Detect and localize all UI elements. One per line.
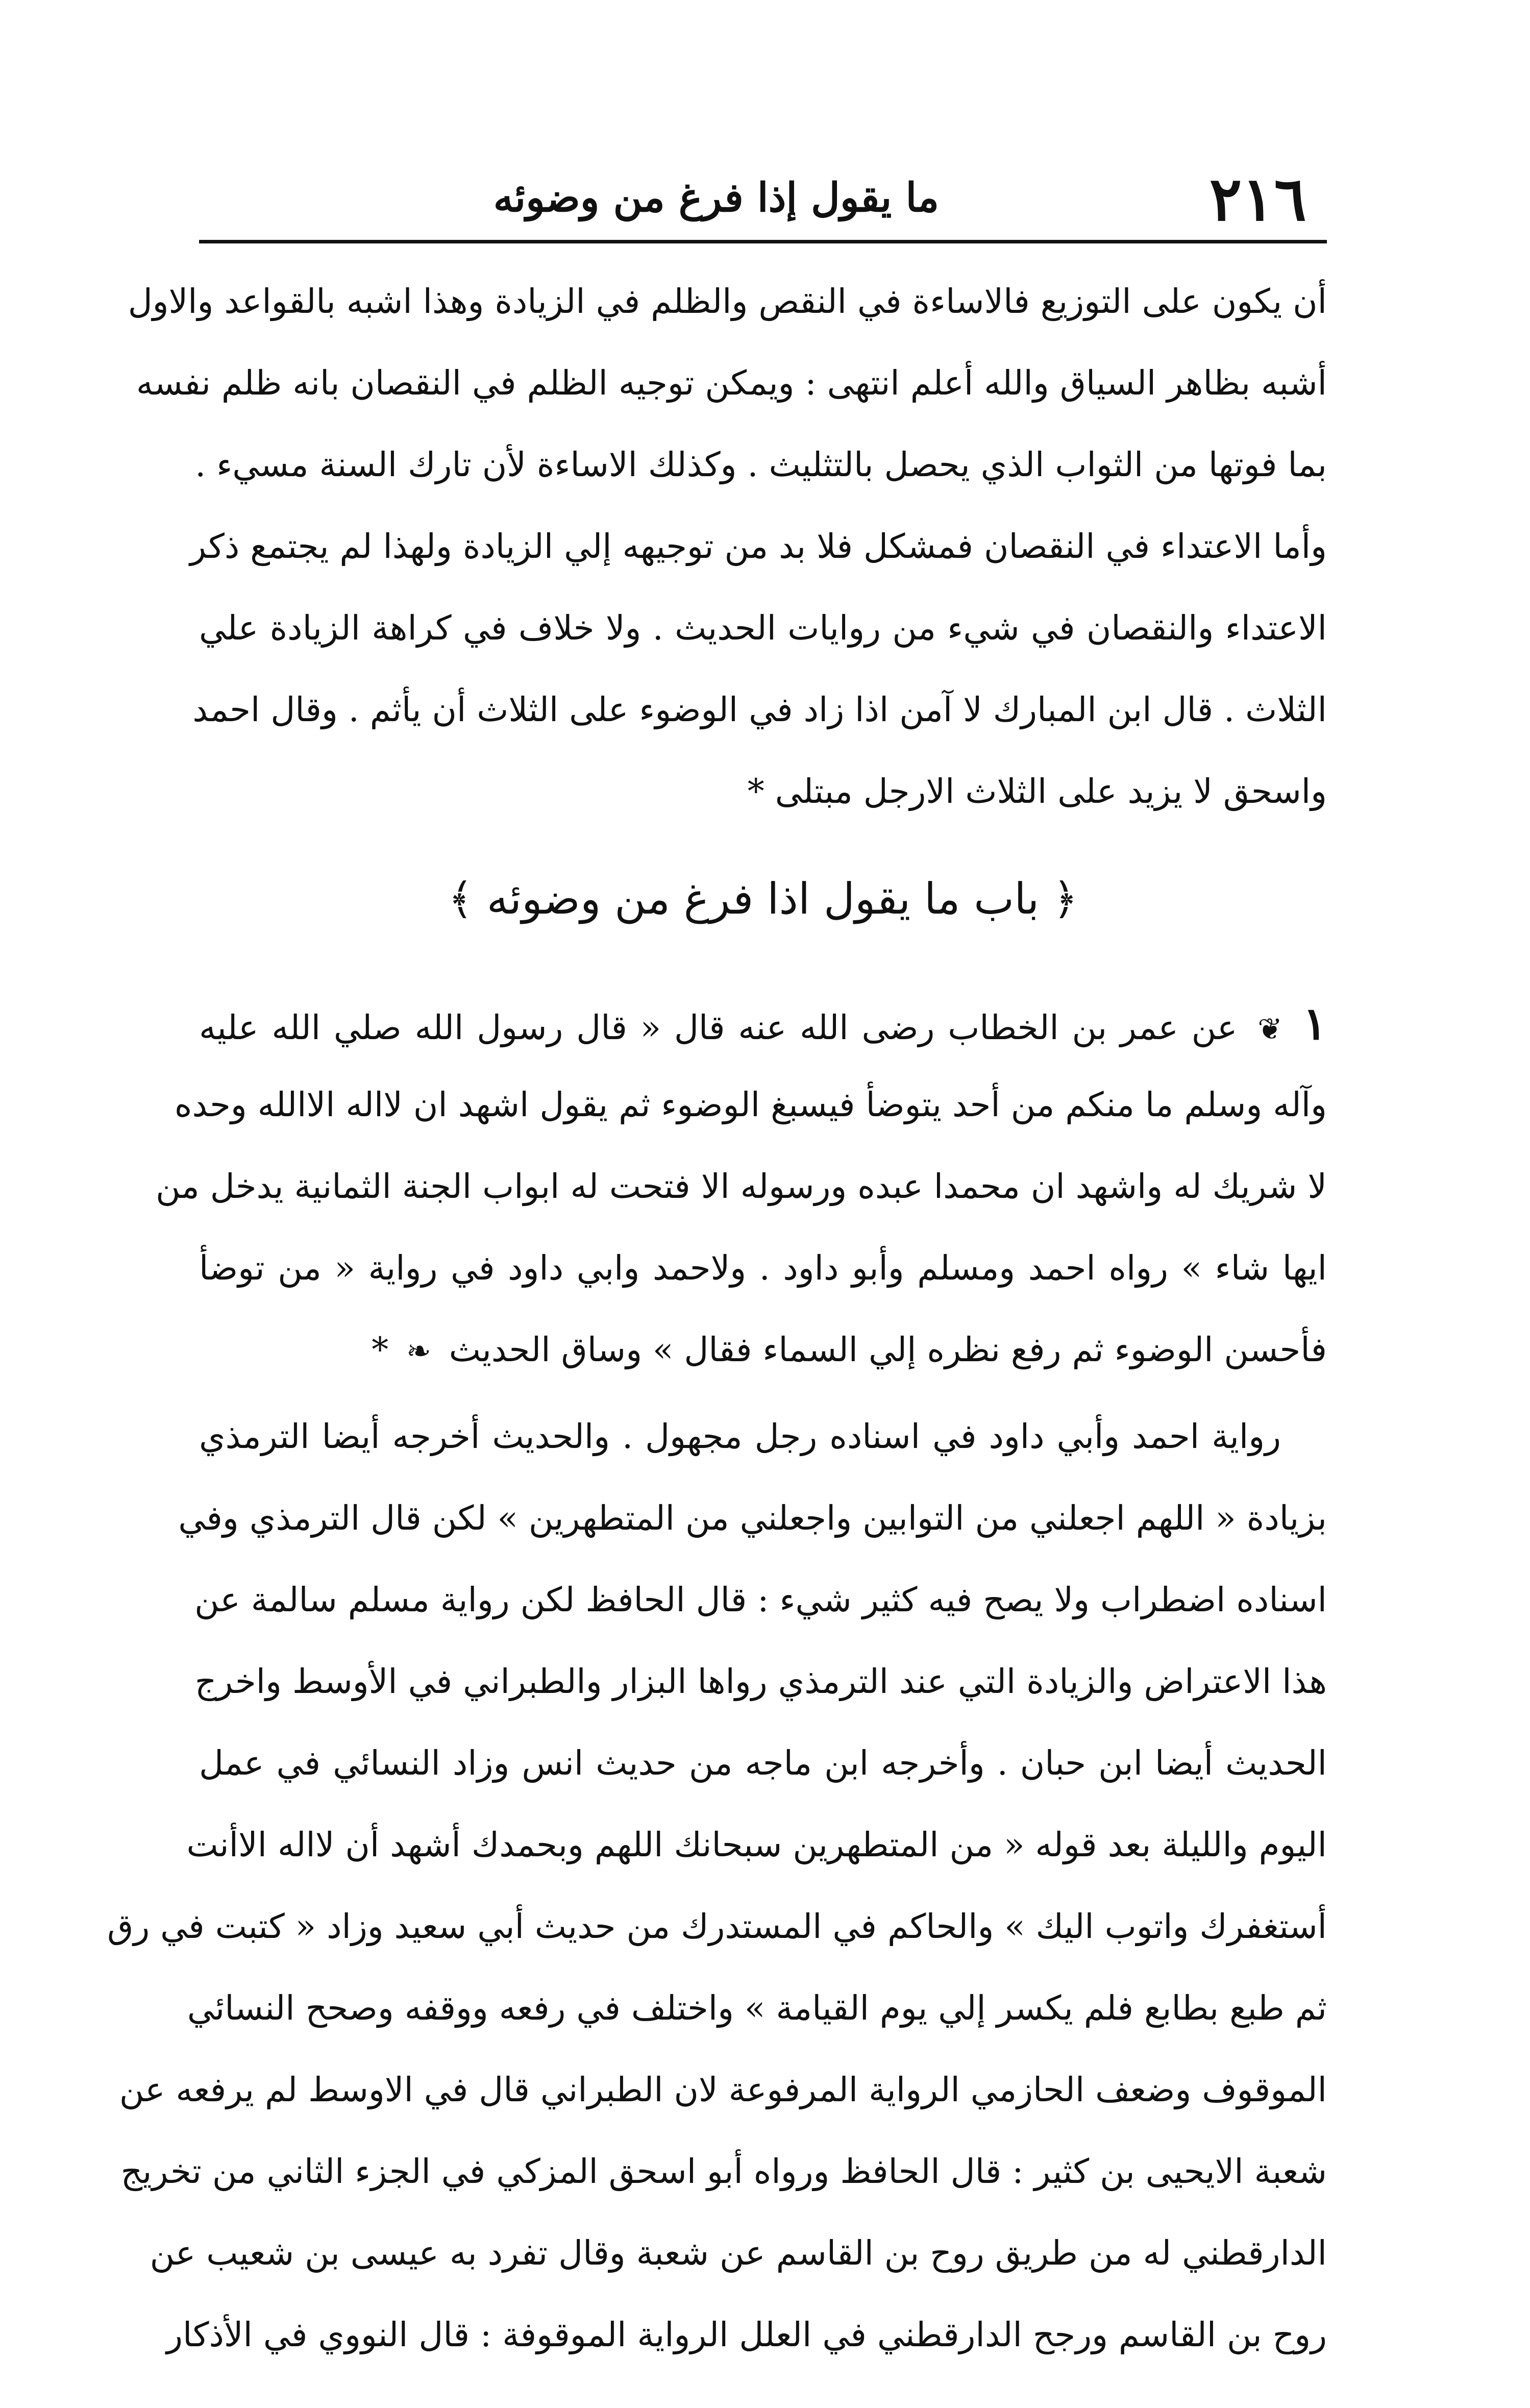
text-line: الحديث أيضا ابن حبان . وأخرجه ابن ماجه من حديث انس وزاد النسائي في عمل — [199, 1743, 1327, 1783]
text-line: أستغفرك واتوب اليك » والحاكم في المستدرك من حديث أبي سعيد وزاد « كتبت في رق — [107, 1907, 1327, 1946]
text-line: واسحق لا يزيد على الثلاث الارجل مبتلى * — [747, 772, 1327, 811]
text-line: شعبة الايحيى بن كثير : قال الحافظ ورواه أبو اسحق المزكي في الجزء الثاني من تخريج — [120, 2152, 1327, 2191]
hadith-end-mark: * — [372, 1330, 389, 1369]
running-title: ما يقول إذا فرغ من وضوئه — [493, 175, 939, 221]
text-line: أشبه بظاهر السياق والله أعلم انتهى : ويمكن توجيه الظلم في النقصان بانه ظلم نفسه — [136, 363, 1327, 403]
text-line: الثلاث . قال ابن المبارك لا آمن اذا زاد في الوضوء على الثلاث أن يأثم . وقال احمد — [192, 690, 1327, 729]
page-header — [199, 153, 1327, 243]
text-line: هذا الاعتراض والزيادة التي عند الترمذي رواها البزار والطبراني في الأوسط واخرج — [194, 1662, 1327, 1701]
chapter-title: ﴿ باب ما يقول اذا فرغ من وضوئه ﴾ — [448, 874, 1078, 924]
text-line: الموقوف وضعف الحازمي الرواية المرفوعة لان الطبراني قال في الاوسط لم يرفعه عن — [119, 2070, 1327, 2109]
hadith-line: ايها شاء » رواه احمد ومسلم وأبو داود . ولاحمد وابي داود في رواية « من توضأ — [199, 1248, 1327, 1288]
text-line: روح بن القاسم ورجح الدارقطني في العلل الرواية الموقوفة : قال النووي في الأذكار — [166, 2315, 1327, 2354]
hadith-block — [156, 982, 1327, 1391]
text-line: الدارقطني له من طريق روح بن القاسم عن شعبة وقال تفرد به عيسى بن شعيب عن — [150, 2233, 1327, 2273]
hadith-line: وآله وسلم ما منكم من أحد يتوضأ فيسبغ الوضوء ثم يقول اشهد ان لااله الاالله وحده — [174, 1085, 1327, 1124]
text-line: ثم طبع بطابع فلم يكسر إلي يوم القيامة » واختلف في رفعه ووقفه وصحح النسائي — [187, 1988, 1327, 2028]
text-line: بزيادة « اللهم اجعلني من التوابين واجعلني من المتطهرين » لكن قال الترمذي وفي — [178, 1498, 1327, 1538]
text-line: الاعتداء والنقصان في شيء من روايات الحديث . ولا خلاف في كراهة الزيادة علي — [199, 608, 1327, 648]
text-line: اسناده اضطراب ولا يصح فيه كثير شيء : قال الحافظ لكن رواية مسلم سالمة عن — [194, 1580, 1327, 1619]
hadith-line: عن عمر بن الخطاب رضى الله عنه قال « قال رسول الله صلي الله عليه — [199, 1008, 1238, 1047]
page-number: ٢١٦ — [1209, 163, 1306, 234]
text-line: أن يكون على التوزيع فالاساءة في النقص والظلم في الزيادة وهذا اشبه بالقواعد والاول — [128, 282, 1327, 321]
ornament-icon: ❦ — [1257, 1012, 1282, 1046]
hadith-number: ١ — [1302, 997, 1327, 1050]
hadith-line: فأحسن الوضوء ثم رفع نظره إلي السماء فقال » وساق الحديث — [449, 1330, 1327, 1369]
paragraph-2 — [107, 1396, 1327, 2376]
text-line: رواية احمد وأبي داود في اسناده رجل مجهول . والحديث أخرجه أيضا الترمذي — [199, 1417, 1281, 1456]
ornament-icon: ❧ — [406, 1334, 431, 1368]
text-line: بما فوتها من الثواب الذي يحصل بالتثليث . وكذلك الاساءة لأن تارك السنة مسيء . — [195, 445, 1327, 484]
hadith-line: لا شريك له واشهد ان محمدا عبده ورسوله الا فتحت له ابواب الجنة الثمانية يدخل من — [156, 1167, 1327, 1206]
text-line: وأما الاعتداء في النقصان فمشكل فلا بد من توجيهه إلي الزيادة ولهذا لم يجتمع ذكر — [190, 527, 1327, 566]
text-line: اليوم والليلة بعد قوله « من المتطهرين سبحانك اللهم وبحمدك أشهد أن لااله الاأنت — [186, 1825, 1327, 1864]
paragraph-1 — [128, 261, 1327, 832]
book-page — [107, 153, 1327, 2354]
